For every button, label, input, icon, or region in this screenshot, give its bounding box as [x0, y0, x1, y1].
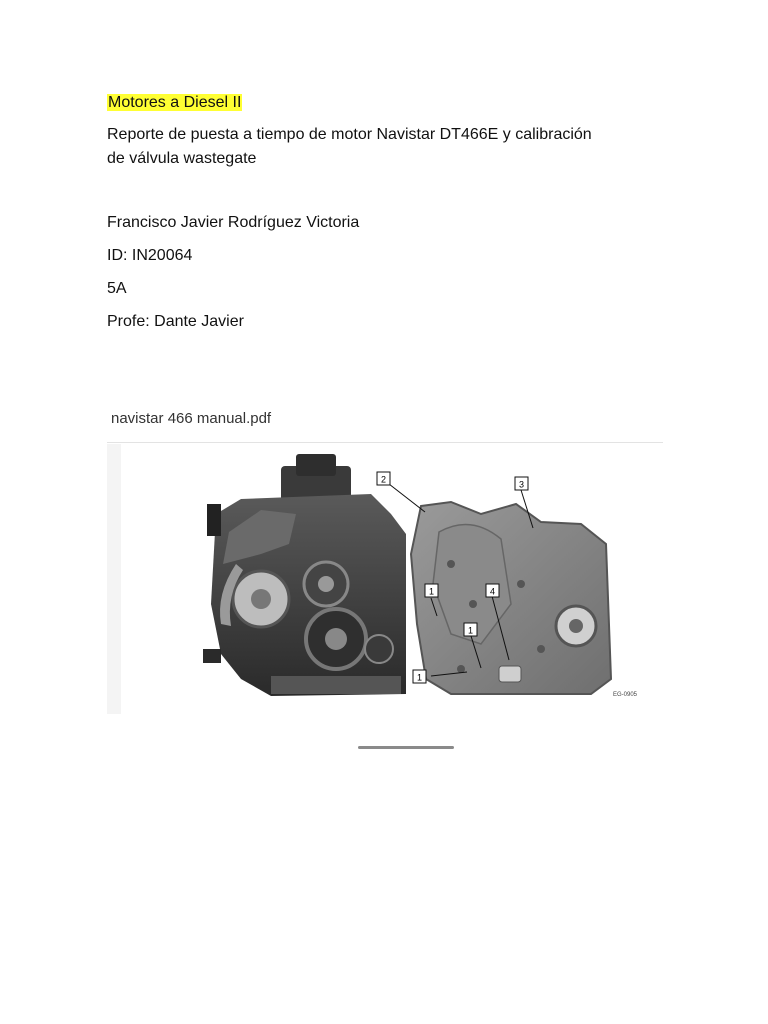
course-title [107, 92, 242, 114]
svg-text:4: 4 [489, 586, 496, 597]
svg-text:1: 1 [428, 586, 435, 597]
svg-text:1: 1 [416, 672, 423, 683]
course-title-highlight: Motores a Diesel II [108, 94, 242, 111]
svg-text:3: 3 [518, 479, 525, 490]
figure-code: EG-0905 [613, 692, 638, 698]
teacher: Profe: Dante Javier [107, 313, 244, 330]
front-cover-illustration [411, 502, 611, 694]
pdf-file-name: navistar 466 manual.pdf [111, 410, 272, 427]
group: 5A [107, 280, 127, 297]
engine-block-illustration [203, 454, 406, 696]
pdf-header-divider [107, 442, 663, 443]
callout-2 [377, 472, 390, 485]
callout-4 [486, 584, 499, 597]
callout-1-top [425, 584, 438, 597]
student-id: ID: IN20064 [107, 247, 193, 264]
callout-1-bottom [413, 670, 426, 683]
report-title-line-1: Reporte de puesta a tiempo de motor Navistar DT466E y calibración [107, 126, 592, 143]
svg-text:2: 2 [380, 474, 387, 485]
report-title-line-2: de válvula wastegate [107, 150, 257, 167]
callout-1-middle [464, 623, 477, 636]
callout-3 [515, 477, 528, 490]
svg-text:1: 1 [467, 625, 474, 636]
pdf-page [121, 444, 663, 714]
author-name: Francisco Javier Rodríguez Victoria [107, 214, 360, 231]
pdf-viewer-panel [107, 444, 663, 714]
horizontal-scrollbar[interactable] [358, 746, 454, 749]
engine-front-cover-figure [121, 444, 663, 714]
embedded-pdf-screenshot [107, 400, 663, 714]
